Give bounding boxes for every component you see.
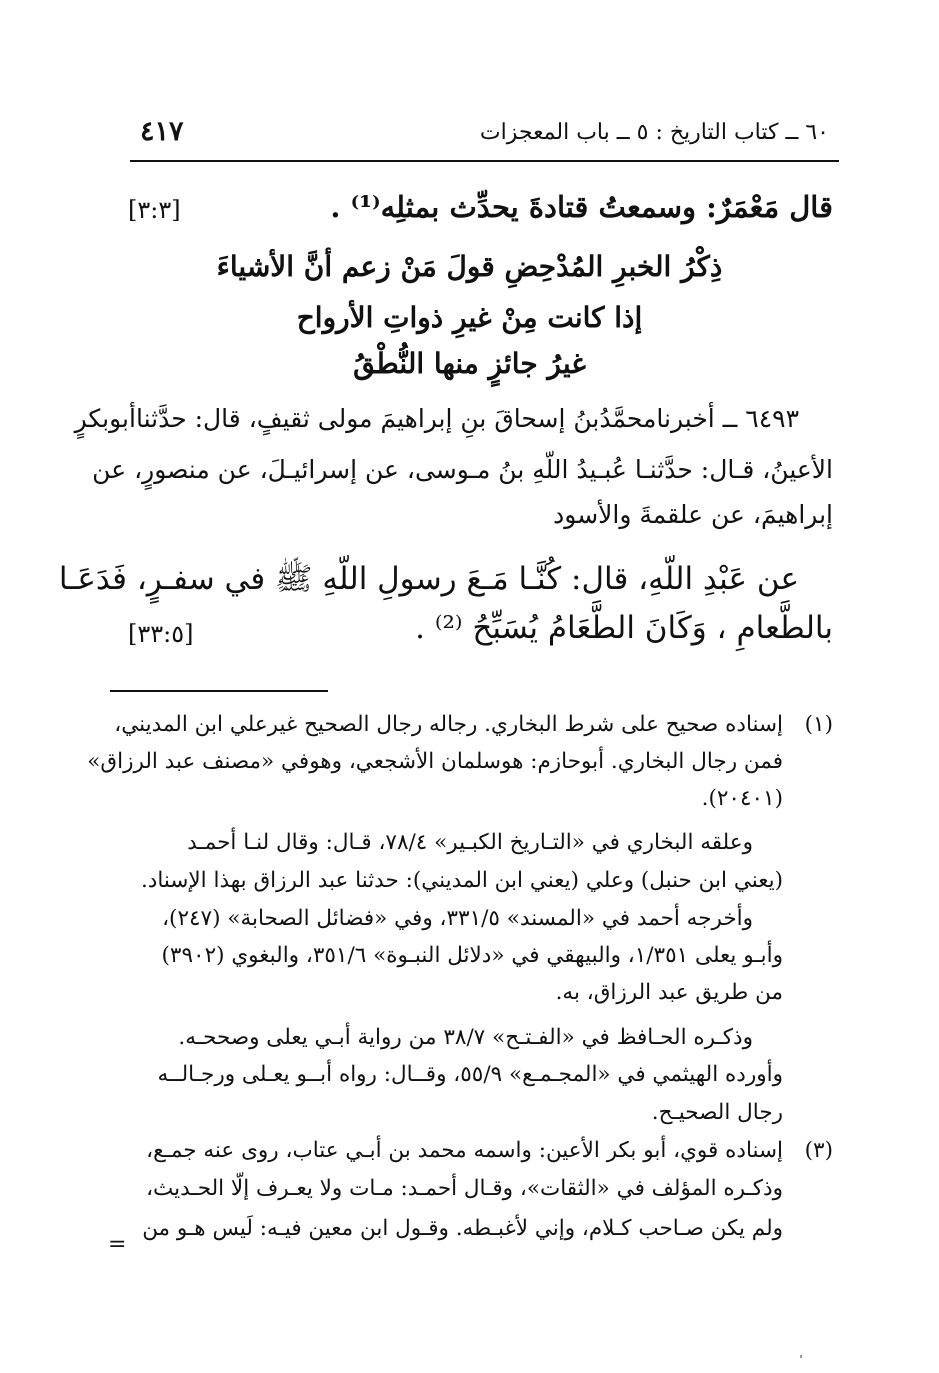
heading-line-3: غيرُ جائزٍ منها النُّطْقُ: [353, 347, 586, 380]
intro-line: [128, 190, 833, 224]
footnote-3-number: (٣): [804, 1138, 833, 1163]
page-header: [130, 116, 829, 154]
continuation-mark: =: [108, 1232, 127, 1257]
heading-line-1: ذِكْرُ الخبرِ المُدْحِضِ قولَ مَنْ زعم أنَّ الأشياءَ: [216, 250, 723, 283]
header-rule: [130, 160, 839, 162]
footnote-rule: [110, 690, 328, 692]
isnad-line-1: ٦٤٩٣ ــ أخبرنامحمَّدُبنُ إسحاقَ بنِ إبراهيمَ مولى ثقيفٍ، قال: حدَّثناأبوبكرٍ: [74, 404, 799, 433]
matn-line-1: عن عَبْدِ اللّهِ، قال: كُنَّـا مَـعَ رسولِ اللّهِ ﷺ في سفـرٍ، فَدَعَـا: [58, 561, 799, 597]
running-title: ٦٠ ــ كتاب التاريخ : ٥ ــ باب المعجزات: [479, 120, 829, 145]
isnad-line-2: الأعينُ، قـال: حدَّثنـا عُبـيدُ اللّهِ بنُ مـوسى، عن إسرائيـلَ، عن منصورٍ، عن: [92, 455, 833, 484]
isnad-line-3: إبراهيمَ، عن علقمةَ والأسود: [553, 500, 833, 529]
matn-line-2: بالطَّعامِ ، وَكَانَ الطَّعَامُ يُسَبِّحُ ⁽²⁾ .: [415, 610, 833, 646]
scan-speck: [800, 1355, 802, 1358]
intro-text: قال مَعْمَرٌ: وسمعتُ قتادةَ يحدِّث بمثلِه⁽¹⁾ .: [330, 190, 833, 224]
document-page: ٦٠ ــ كتاب التاريخ : ٥ ــ باب المعجزات ٤١٧ قال مَعْمَرٌ: وسمعتُ قتادةَ يحدِّث بمثلِه⁽¹⁾ . [٣:٣] ذِكْرُ الخبرِ المُدْحِضِ قولَ مَنْ زعم أنَّ الأشياءَ إذا كانت مِنْ غيرِ ذواتِ الأرواح غيرُ جائزٍ منها النُّطْقُ ٦٤٩٣ ــ أخبرنامحمَّدُبنُ إسحاقَ بنِ إبراهيمَ مولى ثقيفٍ، قال: حدَّثناأبوبكرٍ الأعينُ، قـال: حدَّثنـا عُبـيدُ اللّهِ بنُ مـوسى، عن إسرائيـلَ، عن منصورٍ، عن إبراهيمَ، عن علقمةَ والأسود عن عَبْدِ اللّهِ، قال: كُنَّـا مَـعَ رسولِ اللّهِ ﷺ في سفـرٍ، فَدَعَـا بالطَّعامِ ، وَكَانَ الطَّعَامُ يُسَبِّحُ ⁽²⁾ . [٣٣:٥] (١) إسناده صحيح على شرط البخاري. رجاله رجال الصحيح غيرعلي ابن المديني، فمن رجال البخاري. أبوحازم: هوسلمان الأشجعي، وهوفي «مصنف عبد الرزاق» (٢٠٤٠١). وعلقه البخاري في «التـاريخ الكبـير» ٧٨/٤، قـال: وقال لنـا أحمـد (يعني ابن حنبل) وعلي (يعني ابن المديني): حدثنا عبد الرزاق بهذا الإسناد. وأخرجه أحمد في «المسند» ٣٣١/٥، وفي «فضائل الصحابة» (٢٤٧)، وأبـو يعلى ١/٣٥١، والبيهقي في «دلائل النبـوة» ٣٥١/٦، والبغوي (٣٩٠٢) من طريق عبد الرزاق، به. وذكـره الحـافظ في «الفـتـح» ٣٨/٧ من رواية أبـي يعلى وصححـه. وأورده الهيثمي في «المجـمـع» ٥٥/٩، وقــال: رواه أبــو يعـلى ورجـالــه رجال الصحيـح. (٣) إسناده قوي، أبو بكر الأعين: واسمه محمد بن أبـي عتاب، روى عنه جمـع، وذكـره المؤلف في «الثقات»، وقـال أحمـد: مـات ولا يعـرف إلّا الحـديث، ولم يكن صـاحب كـلام، وإني لأغبـطه. وقـول ابن معين فيـه: لَيس هـو من =: [0, 0, 939, 1373]
matn-ref: [٣٣:٥]: [128, 620, 194, 648]
heading-line-2: إذا كانت مِنْ غيرِ ذواتِ الأرواح: [296, 301, 643, 334]
intro-ref: [٣:٣]: [128, 196, 181, 224]
page-number: ٤١٧: [140, 116, 184, 147]
footnote-1-number: (١): [804, 712, 833, 737]
